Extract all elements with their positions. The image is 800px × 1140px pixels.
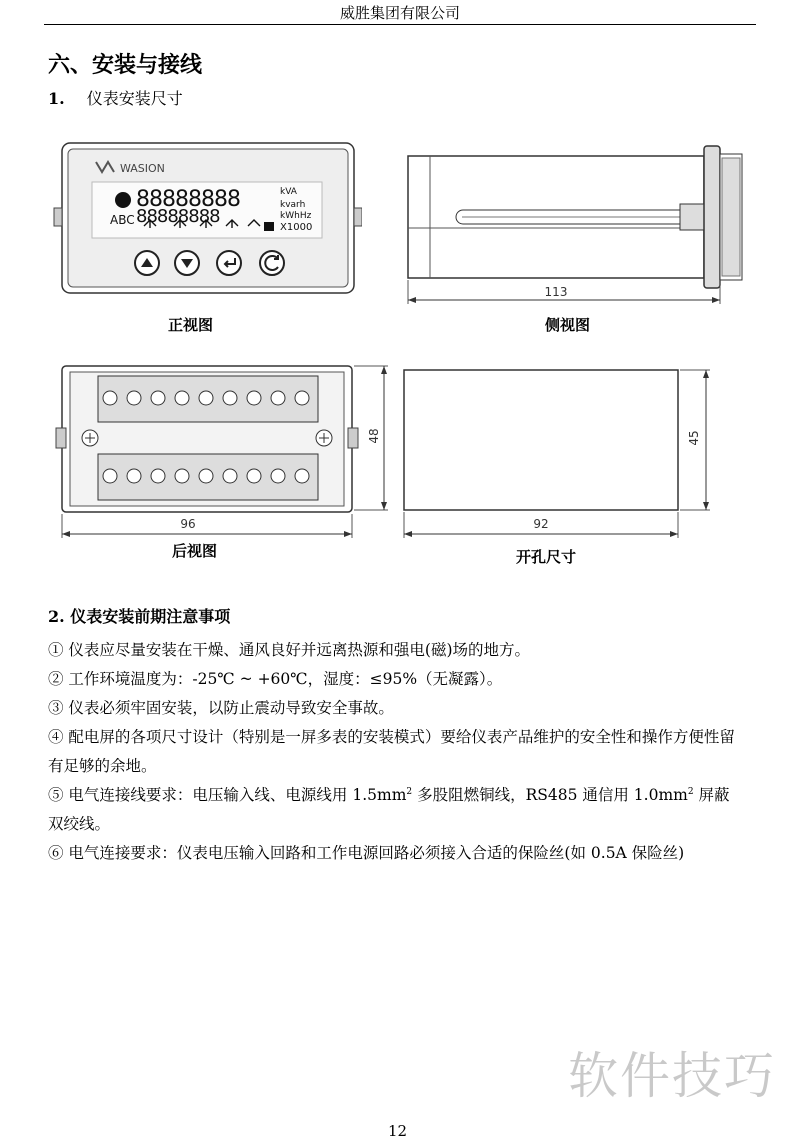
cutout-caption: 开孔尺寸 — [516, 548, 577, 566]
watermark: 软件技巧 — [568, 1047, 776, 1105]
note-6: ⑥ 电气连接要求：仪表电压输入回路和工作电源回路必须接入合适的保险丝(如 0.5A 保险丝) — [48, 844, 685, 862]
side-view-diagram — [400, 140, 752, 310]
note-2: ② 工作环境温度为：-25℃ ~ +60℃，湿度：≤95%（无凝露）。 — [48, 670, 503, 688]
back-view-caption: 后视图 — [172, 542, 218, 560]
side-dim-label: 113 — [544, 285, 568, 299]
lcd-digits-row2: 88888888 — [136, 206, 220, 227]
cutout-width-label: 92 — [533, 517, 549, 531]
unit-kva: kVA — [280, 187, 297, 197]
cycle-button[interactable] — [260, 251, 284, 275]
note-5-superscript-2: 2 — [687, 786, 694, 797]
subsection-title — [48, 86, 183, 109]
lcd-digits-row1: 88888888 — [136, 187, 240, 212]
page-header: 威胜集团有限公司 — [339, 4, 460, 22]
multiplier-label: X1000 — [280, 222, 313, 233]
notes-title: 2. 仪表安装前期注意事项 — [48, 607, 231, 626]
note-3: ③ 仪表必须牢固安装，以防止震动导致安全事故。 — [48, 699, 394, 717]
back-view-diagram — [52, 358, 404, 538]
terminal-block-top — [98, 376, 318, 422]
cutout-diagram — [398, 364, 720, 540]
note-5 — [48, 781, 740, 839]
unit-kwhhz: kWhHz — [280, 211, 312, 221]
abc-label: ABC — [110, 213, 135, 227]
subsection-number: 1. — [48, 89, 65, 108]
front-view-diagram — [52, 138, 362, 308]
front-view-caption: 正视图 — [168, 316, 214, 334]
note-5-part-a: ⑤ 电气连接线要求：电压输入线、电源线用 1.5mm — [48, 786, 407, 804]
note-5-part-c: 屏蔽双绞线。 — [48, 786, 730, 833]
note-5-part-b: 多股阻燃铜线，RS485 通信用 1.0mm — [412, 786, 688, 804]
brand-text: WASION — [120, 162, 165, 175]
note-1: ① 仪表应尽量安装在干燥、通风良好并远离热源和强电(磁)场的地方。 — [48, 641, 531, 659]
side-view-caption: 侧视图 — [545, 316, 591, 334]
notes-list — [48, 636, 740, 868]
comm-icon — [264, 222, 274, 231]
subsection-label: 仪表安装尺寸 — [86, 89, 183, 108]
back-width-label: 96 — [180, 517, 196, 531]
terminal-block-bottom — [98, 454, 318, 500]
cutout-height-label: 45 — [687, 430, 701, 446]
header-rule — [44, 24, 756, 25]
back-height-label: 48 — [367, 428, 381, 444]
section-title: 六、安装与接线 — [48, 53, 203, 78]
page-number: 12 — [388, 1122, 408, 1140]
note-5-superscript-1: 2 — [406, 786, 413, 797]
note-4: ④ 配电屏的各项尺寸设计（特别是一屏多表的安装模式）要给仪表产品维护的安全性和操作方便性留有足够的余地。 — [48, 728, 735, 775]
unit-kvarh: kvarh — [280, 200, 306, 210]
indicator-icon — [115, 192, 131, 208]
